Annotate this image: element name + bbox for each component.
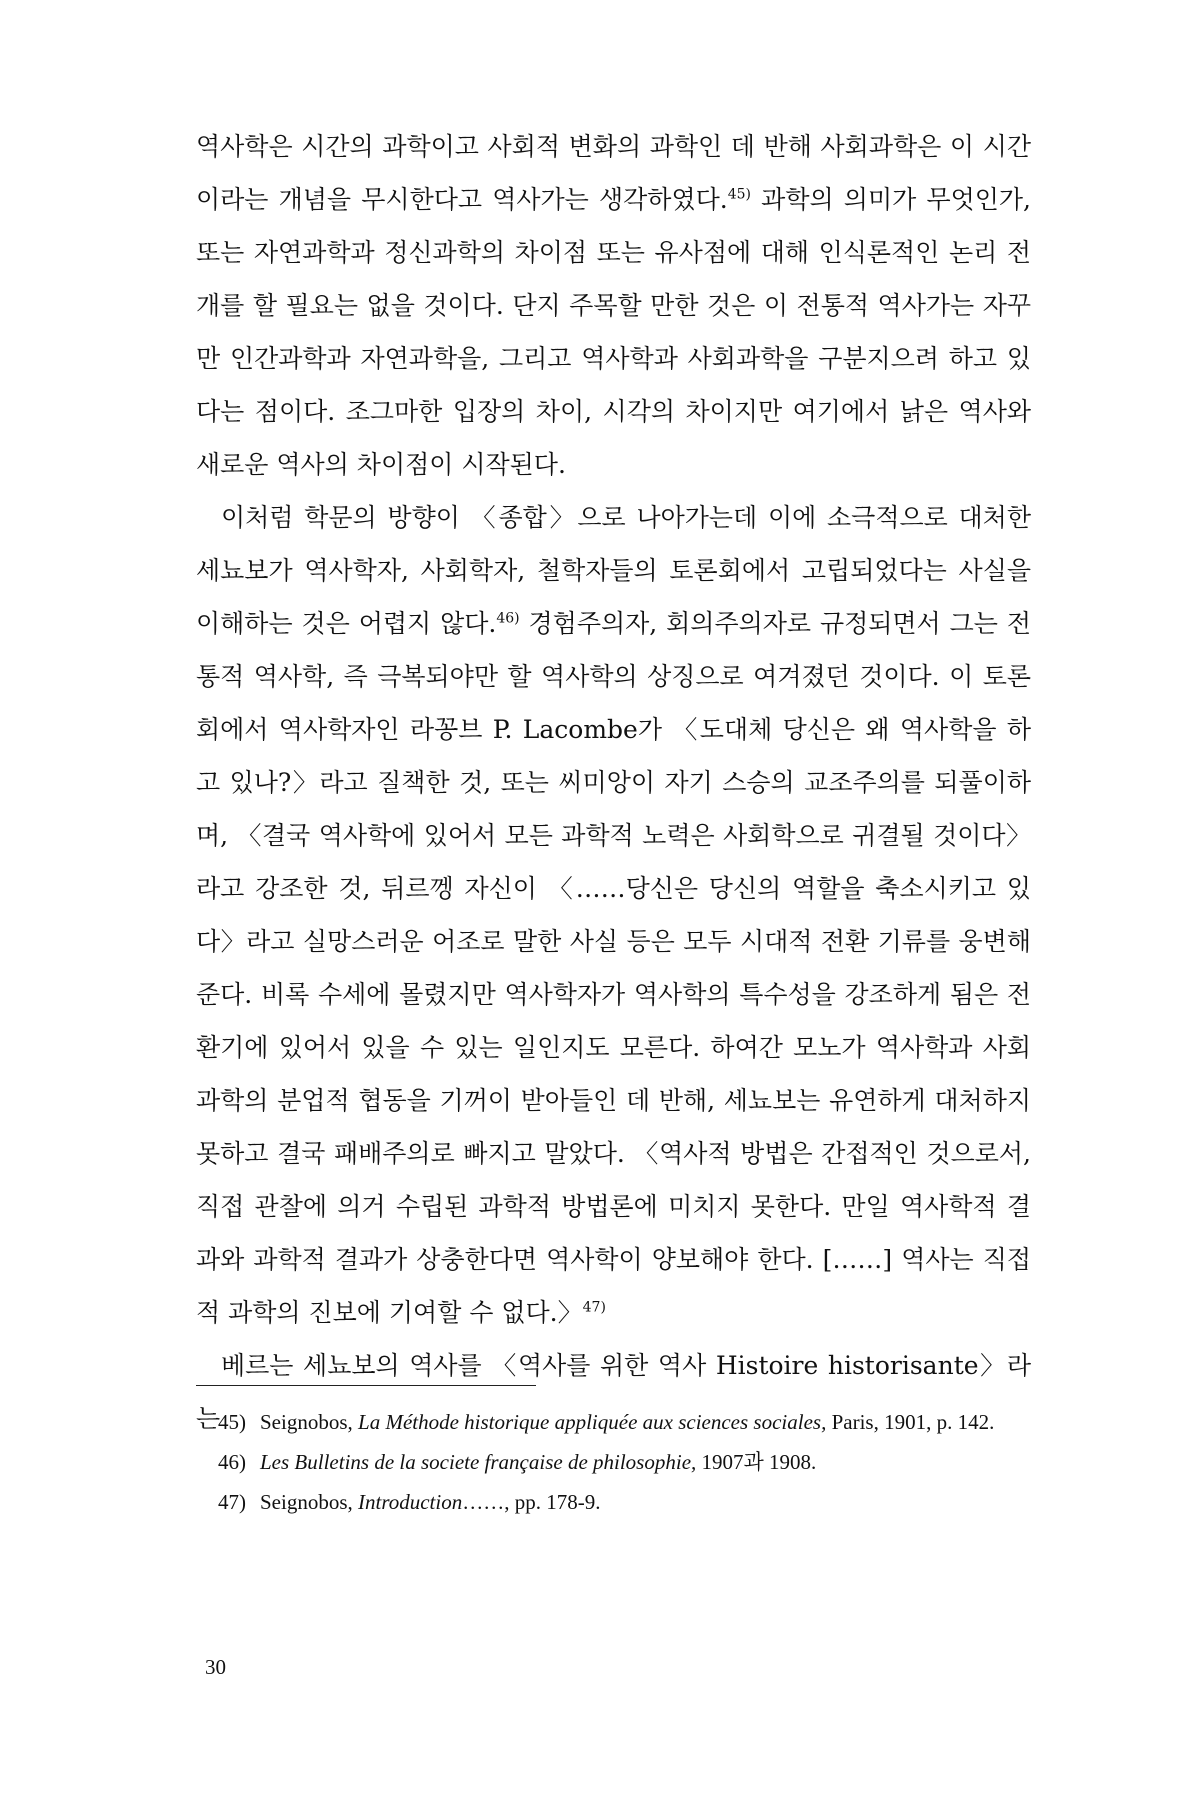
footnote-title: La Méthode historique appliquée aux sciences sociales, <box>358 1410 827 1434</box>
footnote-number: 45) <box>218 1410 246 1434</box>
main-text <box>196 120 1031 1445</box>
footnote-ref-46: 46) <box>496 610 520 627</box>
footnote-author: Seignobos, <box>260 1410 359 1434</box>
footnote-publication: Paris, 1901, p. 142. <box>826 1410 995 1434</box>
footnote-number: 47) <box>218 1490 246 1514</box>
footnote-text <box>260 1442 1028 1482</box>
text-segment: 이처럼 학문의 방향이 〈종합〉으로 나아가는데 이에 소극적으로 대처한 세뇨보가 역사학자, 사회학자, 철학자들의 토론회에서 고립되었다는 사실을 이해하는 것은 어렵지 않다. <box>196 503 1031 638</box>
footnote-text <box>260 1482 1028 1522</box>
page-number: 30 <box>205 1655 226 1679</box>
footnote-title: Les Bulletins de la societe française de philosophie, <box>260 1450 697 1474</box>
text-segment: 과학의 의미가 무엇인가, 또는 자연과학과 정신과학의 차이점 또는 유사점에 대해 인식론적인 논리 전개를 할 필요는 없을 것이다. 단지 주목할 만한 것은 이 전통적 역사가는 자꾸만 인간과학과 자연과학을, 그리고 역사학과 사회과학을 구분지으려 하고 있다는 점이다. 조그마한 입장의 차이, 시각의 차이지만 여기에서 낡은 역사와 새로운 역사의 차이점이 시작된다. <box>196 185 1031 479</box>
footnotes <box>218 1402 1028 1522</box>
footnote-text <box>260 1402 1028 1442</box>
footnote-ref-45: 45) <box>727 186 751 203</box>
paragraph-1 <box>196 120 1031 491</box>
footnote-publication: ……, pp. 178-9. <box>462 1490 601 1514</box>
text-segment: 경험주의자, 회의주의자로 규정되면서 그는 전통적 역사학, 즉 극복되야만 할 역사학의 상징으로 여겨졌던 것이다. 이 토론회에서 역사학자인 라꽁브 P. Lacombe가 〈도대체 당신은 왜 역사학을 하고 있나?〉라고 질책한 것, 또는 씨미앙이 자기 스승의 교조주의를 되풀이하며, 〈결국 역사학에 있어서 모든 과학적 노력은 사회학으로 귀결될 것이다〉라고 강조한 것, 뒤르껭 자신이 〈……당신은 당신의 역할을 축소시키고 있다〉라고 실망스러운 어조로 말한 사실 등은 모두 시대적 전환 기류를 웅변해 준다. 비록 수세에 몰렸지만 역사학자가 역사학의 특수성을 강조하게 됨은 전환기에 있어서 있을 수 있는 일인지도 모른다. 하여간 모노가 역사학과 사회과학의 분업적 협동을 기꺼이 받아들인 데 반해, 세뇨보는 유연하게 대처하지 못하고 결국 패배주의로 빠지고 말았다. 〈역사적 방법은 간접적인 것으로서, 직접 관찰에 의거 수립된 과학적 방법론에 미치지 못한다. 만일 역사학적 결과와 과학적 결과가 상충한다면 역사학이 양보해야 한다. [……] 역사는 직접적 과학의 진보에 기여할 수 없다.〉 <box>196 609 1031 1327</box>
footnote-publication: 1907과 1908. <box>696 1450 817 1474</box>
footnote-number: 46) <box>218 1450 246 1474</box>
text-segment: 베르는 세뇨보의 역사를 〈역사를 위한 역사 Histoire historisante〉라는 <box>196 1351 1031 1433</box>
footnote-46 <box>218 1442 1028 1482</box>
footnote-author: Seignobos, <box>260 1490 359 1514</box>
footnote-ref-47: 47) <box>582 1299 606 1316</box>
text-segment: 역사학은 시간의 과학이고 사회적 변화의 과학인 데 반해 사회과학은 이 시간이라는 개념을 무시한다고 역사가는 생각하였다. <box>196 132 1031 214</box>
footnote-title: Introduction <box>358 1490 463 1514</box>
footnote-47 <box>218 1482 1028 1522</box>
footnote-separator <box>196 1385 536 1386</box>
paragraph-2 <box>196 491 1031 1339</box>
footnote-45 <box>218 1402 1028 1442</box>
